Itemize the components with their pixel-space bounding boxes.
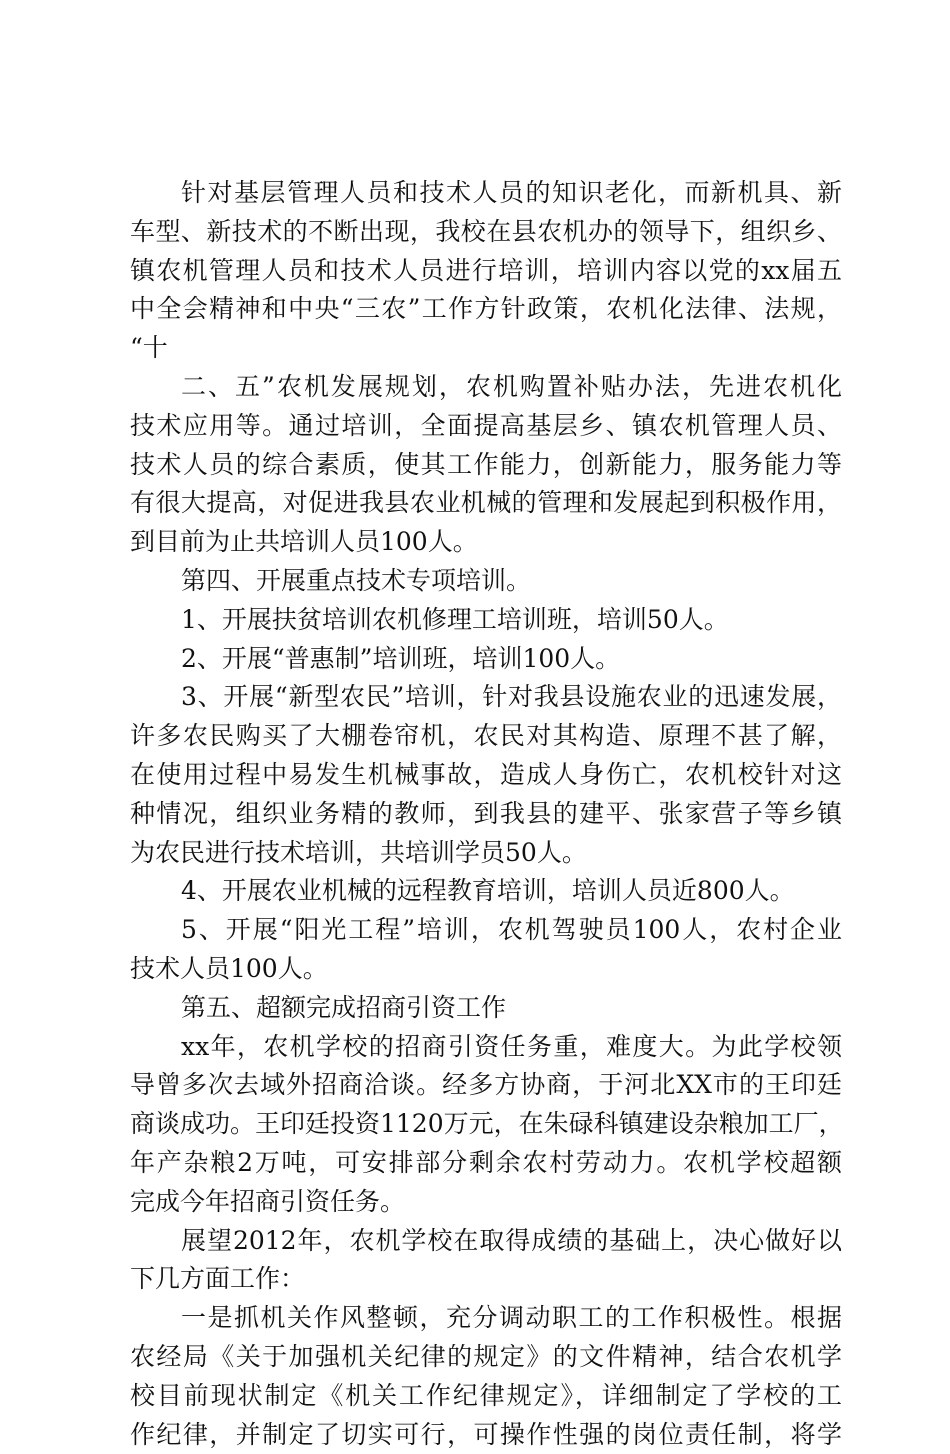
text-line: 商谈成功。王印廷投资1120万元，在朱碌科镇建设杂粮加工厂， [130,1105,842,1144]
text-line: 下几方面工作： [130,1260,842,1299]
text-line: 一是抓机关作风整顿，充分调动职工的工作积极性。根据 [130,1299,842,1338]
text-line: 年产杂粮2万吨，可安排部分剩余农村劳动力。农机学校超额 [130,1144,842,1183]
text-line: 中全会精神和中央“三农”工作方针政策，农机化法律、法规， [130,290,842,329]
text-line: 种情况，组织业务精的教师，到我县的建平、张家营子等乡镇 [130,795,842,834]
text-line: 在使用过程中易发生机械事故，造成人身伤亡，农机校针对这 [130,756,842,795]
text-line: 为农民进行技术培训，共培训学员50人。 [130,834,842,873]
document-body [130,174,842,1454]
text-line: 导曾多次去域外招商洽谈。经多方协商，于河北XX市的王印廷 [130,1066,842,1105]
text-line: 作纪律，并制定了切实可行，可操作性强的岗位责任制，将学 [130,1416,842,1454]
text-line: 镇农机管理人员和技术人员进行培训，培训内容以党的xx届五 [130,252,842,291]
text-line: 车型、新技术的不断出现，我校在县农机办的领导下，组织乡、 [130,213,842,252]
text-line: 到目前为止共培训人员100人。 [130,523,842,562]
text-line: 3、开展“新型农民”培训，针对我县设施农业的迅速发展， [130,678,842,717]
text-line: 第四、开展重点技术专项培训。 [130,562,842,601]
text-line: 针对基层管理人员和技术人员的知识老化，而新机具、新 [130,174,842,213]
text-line: 技术人员的综合素质，使其工作能力，创新能力，服务能力等 [130,446,842,485]
text-line: xx年，农机学校的招商引资任务重，难度大。为此学校领 [130,1028,842,1067]
text-line: 技术人员100人。 [130,950,842,989]
text-line: 完成今年招商引资任务。 [130,1183,842,1222]
text-line: 技术应用等。通过培训，全面提高基层乡、镇农机管理人员、 [130,407,842,446]
text-line: 展望2012年，农机学校在取得成绩的基础上，决心做好以 [130,1222,842,1261]
text-line: 农经局《关于加强机关纪律的规定》的文件精神，结合农机学 [130,1338,842,1377]
text-line: 二、五”农机发展规划，农机购置补贴办法，先进农机化 [130,368,842,407]
text-line: 有很大提高，对促进我县农业机械的管理和发展起到积极作用， [130,484,842,523]
text-line: 许多农民购买了大棚卷帘机，农民对其构造、原理不甚了解， [130,717,842,756]
text-line: 校目前现状制定《机关工作纪律规定》，详细制定了学校的工 [130,1377,842,1416]
text-line: 第五、超额完成招商引资工作 [130,989,842,1028]
text-line: 1、开展扶贫培训农机修理工培训班，培训50人。 [130,601,842,640]
text-line: “十 [130,329,842,368]
text-line: 2、开展“普惠制”培训班，培训100人。 [130,640,842,679]
text-line: 4、开展农业机械的远程教育培训，培训人员近800人。 [130,872,842,911]
text-line: 5、开展“阳光工程”培训，农机驾驶员100人，农村企业 [130,911,842,950]
